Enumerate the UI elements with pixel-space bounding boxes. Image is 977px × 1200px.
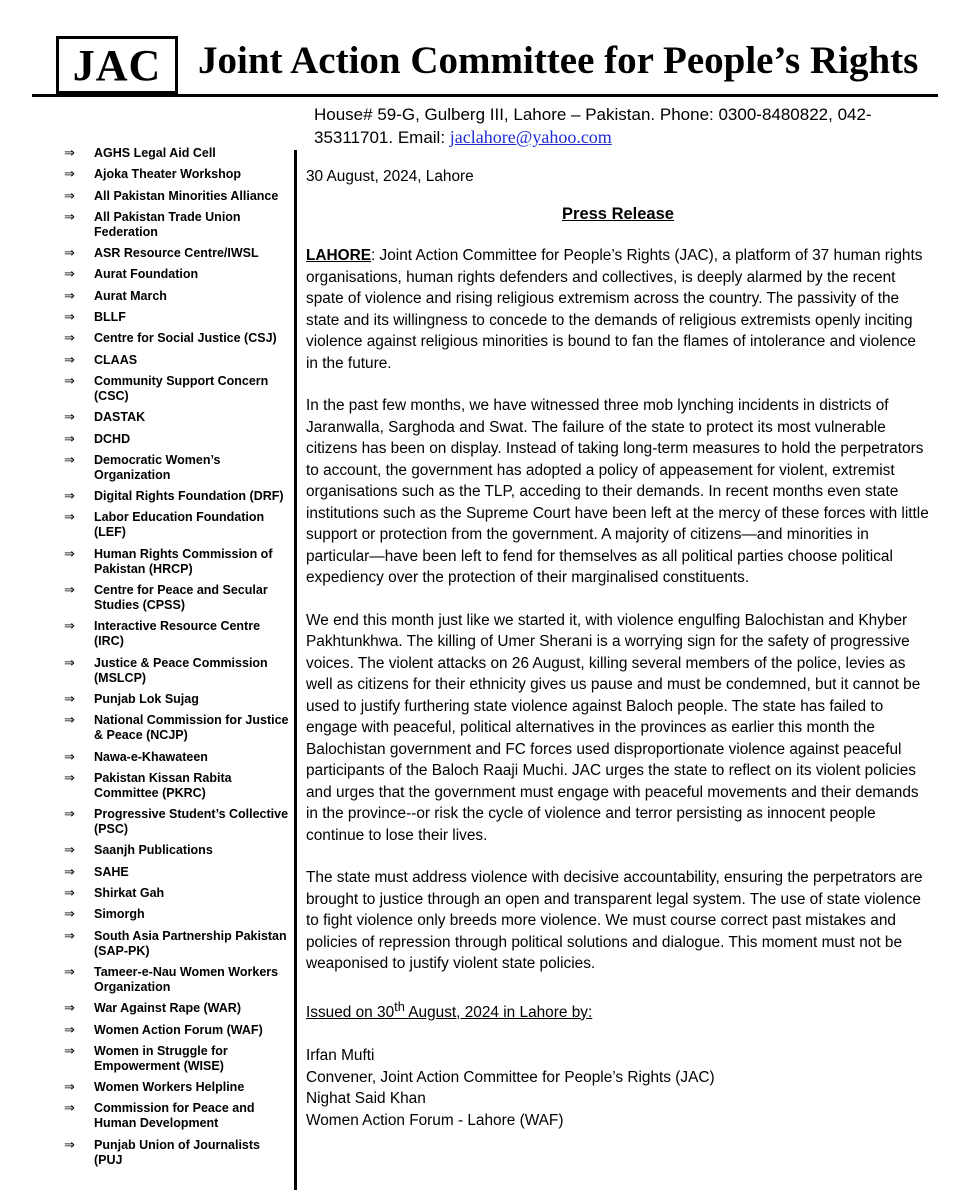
signatory-2-title: Women Action Forum - Lahore (WAF) <box>306 1111 564 1129</box>
member-label: All Pakistan Minorities Alliance <box>94 188 279 203</box>
arrow-icon: ⇒ <box>64 807 75 823</box>
member-label: Commission for Peace and Human Development <box>94 1101 255 1131</box>
member-item <box>64 353 290 368</box>
member-label: Progressive Student’s Collective (PSC) <box>94 807 289 837</box>
member-item <box>64 410 290 425</box>
arrow-icon: ⇒ <box>64 655 75 671</box>
member-label: Punjab Lok Sujag <box>94 691 199 706</box>
member-label: All Pakistan Trade Union Federation <box>94 209 241 239</box>
signatory-2-name: Nighat Said Khan <box>306 1090 426 1108</box>
member-label: Community Support Concern (CSC) <box>94 373 269 403</box>
arrow-icon: ⇒ <box>64 964 75 980</box>
member-item <box>64 267 290 282</box>
email-link[interactable]: jaclahore@yahoo.com <box>449 127 612 147</box>
arrow-icon: ⇒ <box>64 1043 75 1059</box>
signatory-1-name: Irfan Mufti <box>306 1047 375 1065</box>
arrow-icon: ⇒ <box>64 352 75 368</box>
member-item <box>64 189 290 204</box>
member-label: Aurat March <box>94 288 167 303</box>
member-item <box>64 1023 290 1038</box>
signatories <box>306 1045 930 1131</box>
member-label: Labor Education Foundation (LEF) <box>94 510 265 540</box>
member-item <box>64 713 290 743</box>
arrow-icon: ⇒ <box>64 410 75 426</box>
member-label: Women in Struggle for Empowerment (WISE) <box>94 1043 228 1073</box>
member-item <box>64 210 290 240</box>
member-label: DCHD <box>94 431 131 446</box>
member-item <box>64 929 290 959</box>
member-label: War Against Rape (WAR) <box>94 1001 241 1016</box>
member-item <box>64 547 290 577</box>
organization-title: Joint Action Committee for People’s Rights <box>198 39 919 82</box>
member-item <box>64 807 290 837</box>
member-item <box>64 146 290 161</box>
arrow-icon: ⇒ <box>64 907 75 923</box>
arrow-icon: ⇒ <box>64 928 75 944</box>
member-label: Nawa-e-Khawateen <box>94 749 208 764</box>
arrow-icon: ⇒ <box>64 886 75 902</box>
member-item <box>64 510 290 540</box>
arrow-icon: ⇒ <box>64 310 75 326</box>
header-divider <box>32 94 938 97</box>
member-item <box>64 489 290 504</box>
arrow-icon: ⇒ <box>64 1101 75 1117</box>
member-label: Simorgh <box>94 907 145 922</box>
arrow-icon: ⇒ <box>64 583 75 599</box>
member-item <box>64 374 290 404</box>
member-label: Democratic Women’s Organization <box>94 452 221 482</box>
arrow-icon: ⇒ <box>64 691 75 707</box>
contact-address <box>314 104 914 149</box>
arrow-icon: ⇒ <box>64 146 75 161</box>
arrow-icon: ⇒ <box>64 209 75 225</box>
member-item <box>64 771 290 801</box>
press-release <box>306 166 930 1131</box>
member-item <box>64 865 290 880</box>
member-item <box>64 583 290 613</box>
member-item <box>64 886 290 901</box>
member-label: AGHS Legal Aid Cell <box>94 146 216 160</box>
member-item <box>64 1138 290 1168</box>
member-label: Digital Rights Foundation (DRF) <box>94 489 284 504</box>
member-item <box>64 1101 290 1131</box>
member-item <box>64 453 290 483</box>
member-label: Justice & Peace Commission (MSLCP) <box>94 655 268 685</box>
arrow-icon: ⇒ <box>64 843 75 859</box>
member-label: Tameer-e-Nau Women Workers Organization <box>94 964 279 994</box>
member-item <box>64 1080 290 1095</box>
arrow-icon: ⇒ <box>64 431 75 447</box>
arrow-icon: ⇒ <box>64 864 75 880</box>
arrow-icon: ⇒ <box>64 770 75 786</box>
member-item <box>64 692 290 707</box>
member-label: Ajoka Theater Workshop <box>94 167 242 182</box>
member-label: National Commission for Justice & Peace (NCJP) <box>94 713 289 743</box>
member-item <box>64 246 290 261</box>
issued-text-start: Issued on 30 <box>306 1003 395 1021</box>
arrow-icon: ⇒ <box>64 288 75 304</box>
arrow-icon: ⇒ <box>64 510 75 526</box>
member-label: Punjab Union of Journalists (PUJ <box>94 1137 260 1167</box>
member-item <box>64 432 290 447</box>
member-label: Women Workers Helpline <box>94 1080 245 1095</box>
issued-superscript: th <box>394 998 405 1014</box>
signatory-1-title: Convener, Joint Action Committee for People’s Rights (JAC) <box>306 1068 715 1086</box>
member-label: Aurat Foundation <box>94 267 199 282</box>
member-label: SAHE <box>94 864 129 879</box>
member-item <box>64 1044 290 1074</box>
paragraph-4: The state must address violence with decisive accountability, ensuring the perpetrators are brought to justice through an open and transparent legal system. The use of state violence to fight violence only breeds more violence. We must course correct past mistakes and policies of repression through political solutions and dialogue. This moment must not be weaponised to justify violent state policies. <box>306 869 923 972</box>
member-label: South Asia Partnership Pakistan (SAP-PK) <box>94 928 287 958</box>
date-line: 30 August, 2024, Lahore <box>306 168 474 185</box>
arrow-icon: ⇒ <box>64 167 75 183</box>
member-organizations-list <box>64 146 290 1174</box>
arrow-icon: ⇒ <box>64 1001 75 1017</box>
member-label: Saanjh Publications <box>94 843 213 858</box>
member-item <box>64 1001 290 1016</box>
issued-text-end: August, 2024 in Lahore by: <box>404 1003 593 1021</box>
arrow-icon: ⇒ <box>64 246 75 262</box>
paragraph-1-text: : Joint Action Committee for People’s Rights (JAC), a platform of 37 human rights organisations, human rights defenders and collectives, is deeply alarmed by the recent spate of violence and rising religious extremism across the country. The passivity of the state and its willingness to concede to the demands of religious extremists openly inciting violence against religious minorities is bound to fan the flames of intolerance and violence in the future. <box>306 247 923 372</box>
member-label: Shirkat Gah <box>94 886 165 901</box>
member-item <box>64 619 290 649</box>
member-label: ASR Resource Centre/IWSL <box>94 246 259 261</box>
member-item <box>64 656 290 686</box>
logo-text: JAC <box>72 40 162 90</box>
member-item <box>64 965 290 995</box>
paragraph-2: In the past few months, we have witnessed three mob lynching incidents in districts of Jaranwalla, Sarghoda and Swat. The failure of the state to protect its most vulnerable citizens has been on display. Instead of taking long-term measures to hold the perpetrators to account, the government has adopted a policy of appeasement for violent, extremist organisations such as the TLP, acceding to their demands. In recent months even state institutions such as the Supreme Court have been left at the mercy of these forces with little support or protection from the government. A majority of citizens—and minorities in particular—have been left to fend for themselves as all political parties choose political expediency over the protection of their marginalised constituents. <box>306 397 929 586</box>
arrow-icon: ⇒ <box>64 546 75 562</box>
member-label: DASTAK <box>94 410 146 425</box>
member-label: Centre for Peace and Secular Studies (CPSS) <box>94 583 268 613</box>
member-label: CLAAS <box>94 352 138 367</box>
member-item <box>64 331 290 346</box>
member-item <box>64 310 290 325</box>
arrow-icon: ⇒ <box>64 619 75 635</box>
press-release-heading: Press Release <box>562 204 674 223</box>
arrow-icon: ⇒ <box>64 749 75 765</box>
column-divider <box>294 150 297 1190</box>
address-text: House# 59-G, Gulberg III, Lahore – Pakistan. Phone: 0300-8480822, 042-35311701. Email: <box>314 105 872 147</box>
arrow-icon: ⇒ <box>64 188 75 204</box>
member-label: Pakistan Kissan Rabita Committee (PKRC) <box>94 770 232 800</box>
member-item <box>64 167 290 182</box>
member-label: BLLF <box>94 310 126 325</box>
arrow-icon: ⇒ <box>64 1137 75 1153</box>
member-item <box>64 907 290 922</box>
lead-word: LAHORE <box>306 247 371 264</box>
arrow-icon: ⇒ <box>64 373 75 389</box>
paragraph-3: We end this month just like we started it, with violence engulfing Balochistan and Khyber Pakhtunkhwa. The killing of Umer Sherani is a worrying sign for the safety of progressive voices. The violent attacks on 26 August, killing several members of the police, levies as well as citizens for their ethnicity gives us pause and must be condemned, but it cannot be used to justify furthering state violence against Baloch people. The state has failed to engage with peaceful, political alternatives in the provinces as earlier this month the Balochistan government and FC forces used disproportionate violence against peaceful participants of the Baloch Raaji Muchi. JAC urges the state to reflect on its violent policies and urges that the government must engage with peaceful movements and their demands in the province--or risk the cycle of violence and terror persisting as innocent people continue to lose their lives. <box>306 611 921 844</box>
member-label: Women Action Forum (WAF) <box>94 1022 263 1037</box>
arrow-icon: ⇒ <box>64 713 75 729</box>
jac-logo <box>56 36 178 94</box>
arrow-icon: ⇒ <box>64 452 75 468</box>
member-item <box>64 750 290 765</box>
member-label: Centre for Social Justice (CSJ) <box>94 331 277 346</box>
arrow-icon: ⇒ <box>64 267 75 283</box>
arrow-icon: ⇒ <box>64 489 75 505</box>
member-label: Human Rights Commission of Pakistan (HRCP) <box>94 546 273 576</box>
member-label: Interactive Resource Centre (IRC) <box>94 619 261 649</box>
arrow-icon: ⇒ <box>64 1080 75 1096</box>
arrow-icon: ⇒ <box>64 1022 75 1038</box>
paragraph-1 <box>306 245 930 374</box>
issued-line <box>306 996 930 1024</box>
member-item <box>64 843 290 858</box>
arrow-icon: ⇒ <box>64 331 75 347</box>
member-item <box>64 289 290 304</box>
